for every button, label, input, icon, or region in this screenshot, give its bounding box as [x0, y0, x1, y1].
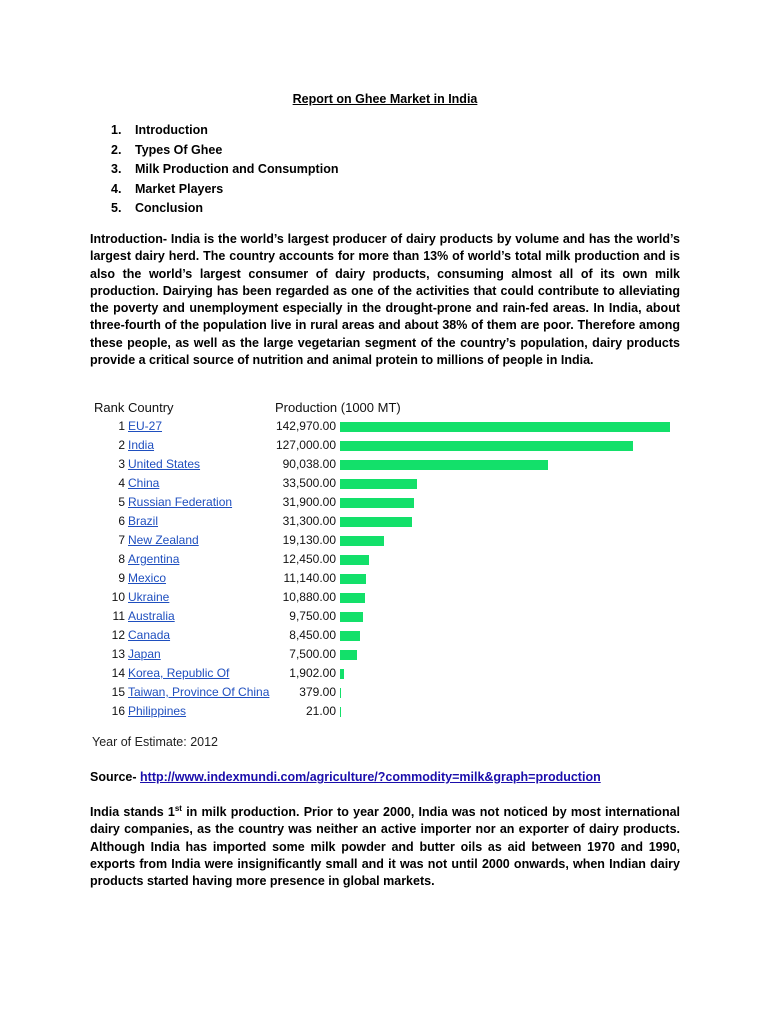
source-label: Source: [90, 770, 133, 784]
country-link[interactable]: Korea, Republic Of: [128, 666, 230, 680]
value-label: 127,000.00: [275, 438, 336, 452]
value-label: 379.00: [299, 685, 336, 699]
header-rank: Rank: [94, 400, 125, 415]
production-bar: [340, 441, 633, 451]
production-bar: [340, 422, 670, 432]
country-link[interactable]: EU-27: [128, 419, 163, 433]
rank-label: 4: [118, 476, 125, 490]
year-of-estimate: Year of Estimate: 2012: [92, 735, 219, 749]
value-label: 21.00: [305, 704, 336, 718]
value-label: 1,902.00: [289, 666, 336, 680]
production-bar: [340, 479, 417, 489]
value-label: 142,970.00: [275, 419, 336, 433]
rank-label: 2: [118, 438, 125, 452]
source-sep: -: [132, 770, 141, 784]
rank-label: 3: [118, 457, 125, 471]
rank-label: 14: [111, 666, 125, 680]
production-bar: [340, 536, 384, 546]
rank-label: 8: [118, 552, 125, 566]
value-label: 12,450.00: [282, 552, 336, 566]
rank-label: 16: [111, 704, 125, 718]
production-bar: [340, 555, 369, 565]
rank-label: 1: [118, 419, 125, 433]
rank-label: 13: [111, 647, 125, 661]
country-link[interactable]: Canada: [128, 628, 171, 642]
toc-item: 2. Types Of Ghee: [111, 142, 223, 157]
source-line: [90, 770, 601, 784]
country-link[interactable]: India: [128, 438, 155, 452]
toc-item: 3. Milk Production and Consumption: [111, 162, 339, 177]
toc-item: 5. Conclusion: [111, 201, 204, 216]
country-link[interactable]: New Zealand: [128, 533, 199, 547]
value-label: 7,500.00: [289, 647, 336, 661]
rank-label: 6: [118, 514, 125, 528]
value-label: 31,300.00: [282, 514, 336, 528]
country-link[interactable]: Australia: [128, 609, 175, 623]
intro-text: - India is the world’s largest producer of dairy products by volume and has the world’s largest dairy herd. The country accounts for more than 13% of world’s total milk production and is also the world’s largest consumer of dairy products, consuming almost all of its own milk production. Dairying has been regarded as one of the activities that could contribute to alleviating the poverty and unemployment especially in the drought-prone and rain-fed areas. In India, about three-fourth of the population live in rural areas and about 38% of them are poor. Therefore among these people, as well as the large vegetarian segment of the country’s population, dairy products provide a critical source of nutrition and animal protein to millions of people in India.: [90, 232, 680, 368]
toc-item: 1. Introduction: [111, 123, 208, 137]
rank-label: 12: [111, 628, 125, 642]
country-link[interactable]: Argentina: [128, 552, 180, 566]
production-bar: [340, 650, 357, 660]
rank-label: 15: [111, 685, 125, 699]
country-link[interactable]: China: [128, 476, 160, 490]
header-country: Country: [128, 400, 174, 415]
production-bar: [340, 707, 341, 717]
toc-item: 4. Market Players: [111, 181, 224, 196]
source-link[interactable]: http://www.indexmundi.com/agriculture/?commodity=milk&graph=production: [140, 770, 601, 784]
country-link[interactable]: Philippines: [128, 704, 187, 718]
production-bar: [340, 669, 344, 679]
production-bar: [340, 498, 414, 508]
value-label: 19,130.00: [282, 533, 336, 547]
production-bar: [340, 517, 412, 527]
page-title: Report on Ghee Market in India: [292, 92, 478, 106]
country-link[interactable]: Mexico: [128, 571, 167, 585]
rank-label: 5: [118, 495, 125, 509]
value-label: 10,880.00: [282, 590, 336, 604]
value-label: 33,500.00: [282, 476, 336, 490]
production-bar: [340, 688, 341, 698]
country-link[interactable]: United States: [128, 457, 201, 471]
production-bar: [340, 631, 360, 641]
rank-label: 9: [118, 571, 125, 585]
rank-label: 7: [118, 533, 125, 547]
milk-production-paragraph: India stands 1st in milk production. Prior to year 2000, India was not noticed by most international dairy companies, as the country was neither an active importer nor an exporter of dairy products. Although India has imported some milk powder and butter oils as aid between 1970 and 1990, exports from India were insignificantly small and it was not until 2000 onwards, when Indian dairy products started having more presence in global markets.: [90, 803, 681, 889]
production-bar: [340, 460, 548, 470]
country-link[interactable]: Taiwan, Province Of China: [128, 685, 270, 699]
value-label: 9,750.00: [289, 609, 336, 623]
header-production: Production (1000 MT): [275, 400, 401, 415]
value-label: 90,038.00: [282, 457, 336, 471]
intro-lead: Introduction: [90, 232, 163, 246]
production-bar: [340, 612, 363, 622]
production-bar: [340, 593, 365, 603]
country-link[interactable]: Japan: [128, 647, 161, 661]
rank-label: 11: [112, 609, 125, 623]
country-link[interactable]: Russian Federation: [128, 495, 233, 509]
production-bar: [340, 574, 366, 584]
value-label: 8,450.00: [289, 628, 336, 642]
country-link[interactable]: Brazil: [128, 514, 159, 528]
value-label: 11,140.00: [283, 571, 336, 585]
value-label: 31,900.00: [282, 495, 336, 509]
rank-label: 10: [111, 590, 125, 604]
country-link[interactable]: Ukraine: [128, 590, 170, 604]
